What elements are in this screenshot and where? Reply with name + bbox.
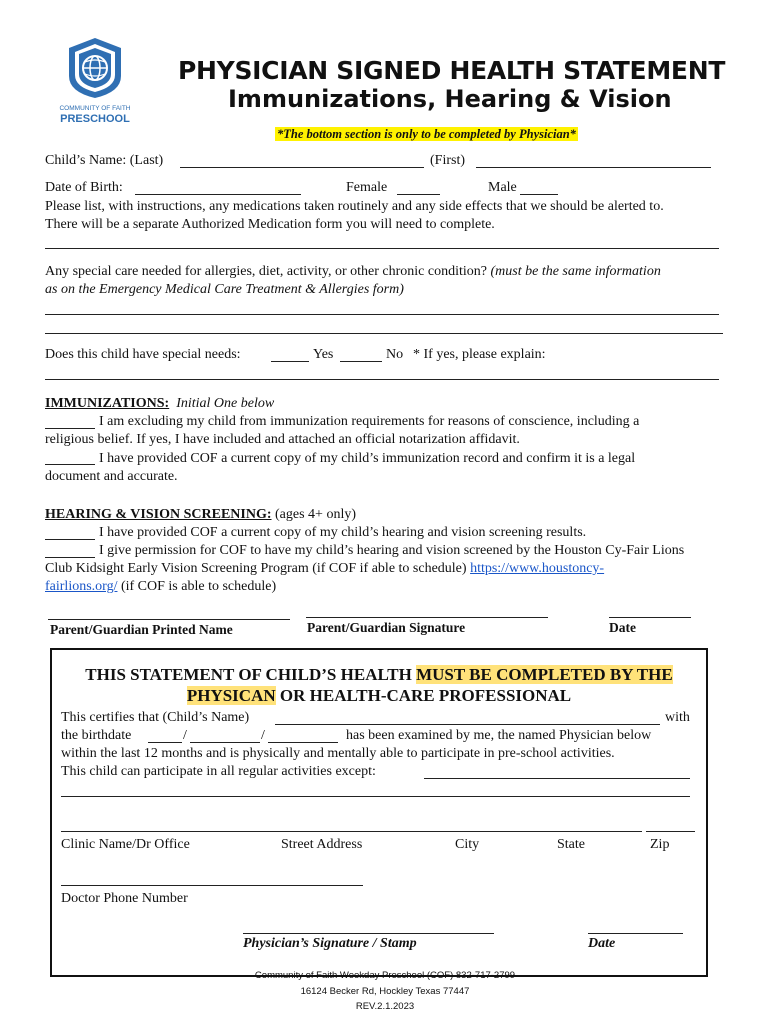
male-field[interactable]	[520, 194, 558, 195]
immunization-record-initial-field[interactable]	[45, 464, 95, 465]
within-text: within the last 12 months and is physically and mentally able to participate in pre-school activities.	[61, 746, 615, 761]
street-label: Street Address	[281, 837, 363, 852]
certified-child-name-field[interactable]	[275, 724, 660, 725]
immunizations-heading	[45, 395, 274, 413]
physician-section-heading	[52, 664, 706, 686]
physician-section-heading-2	[52, 685, 706, 707]
screening-permission-initial-field[interactable]	[45, 557, 95, 558]
child-last-name-label: Child’s Name: (Last)	[45, 153, 164, 168]
special-care-field-2[interactable]	[45, 333, 723, 334]
screening-results-text: I have provided COF a current copy of my child’s hearing and vision screening results.	[99, 525, 587, 540]
except-field-2[interactable]	[61, 796, 690, 797]
physician-heading-highlight-2: PHYSICAN	[186, 686, 276, 705]
special-needs-explain-label: * If yes, please explain:	[413, 347, 546, 362]
birthdate-day-field[interactable]	[190, 742, 260, 743]
doctor-phone-label: Doctor Phone Number	[61, 891, 188, 906]
physician-note-text: *The bottom section is only to be completed by Physician*	[277, 127, 576, 141]
special-needs-yes-label: Yes	[313, 347, 334, 362]
shield-globe-icon	[63, 36, 127, 100]
physician-heading-pre: THIS STATEMENT OF CHILD’S HEALTH	[85, 665, 412, 684]
child-first-name-label: (First)	[430, 153, 465, 168]
doctor-phone-field[interactable]	[61, 885, 363, 886]
screening-permission-text-2	[45, 560, 604, 578]
clinic-label: Clinic Name/Dr Office	[61, 837, 190, 852]
male-label: Male	[488, 180, 517, 195]
screening-results-initial-field[interactable]	[45, 539, 95, 540]
immunizations-heading-text: IMMUNIZATIONS:	[45, 396, 170, 411]
birthdate-separator-2: /	[261, 728, 265, 743]
birthdate-label: the birthdate	[61, 728, 132, 743]
physician-heading-highlight-1: MUST BE COMPLETED BY THE	[416, 665, 673, 684]
female-label: Female	[346, 180, 388, 195]
except-label: This child can participate in all regular activities except:	[61, 764, 376, 779]
birthdate-month-field[interactable]	[148, 742, 182, 743]
medications-instructions: Please list, with instructions, any medications taken routinely and any side effects that we should be alerted to.	[45, 199, 664, 214]
physician-note	[275, 123, 578, 142]
child-last-name-field[interactable]	[180, 167, 424, 168]
footer-address: 16124 Becker Rd, Hockley Texas 77447	[300, 986, 470, 997]
dob-label: Date of Birth:	[45, 180, 123, 195]
physician-signature-label: Physician’s Signature / Stamp	[243, 936, 417, 951]
screening-program-text: Club Kidsight Early Vision Screening Program (if COF if able to schedule)	[45, 561, 467, 576]
parent-date-field[interactable]	[609, 617, 691, 618]
immunization-exclude-text: I am excluding my child from immunization requirements for reasons of conscience, including a	[99, 414, 640, 429]
lions-club-link-2[interactable]: fairlions.org/	[45, 579, 118, 594]
special-needs-label: Does this child have special needs:	[45, 347, 241, 362]
immunizations-instruction: Initial One below	[176, 396, 275, 411]
with-label: with	[665, 710, 690, 725]
logo-name-text: PRESCHOOL	[60, 113, 130, 125]
clinic-address-field[interactable]	[61, 831, 642, 832]
special-needs-no-field[interactable]	[340, 361, 382, 362]
except-field[interactable]	[424, 778, 690, 779]
immunization-exclude-initial-field[interactable]	[45, 428, 95, 429]
special-care-question-text: Any special care needed for allergies, diet, activity, or other chronic condition?	[45, 264, 487, 279]
document-title: PHYSICIAN SIGNED HEALTH STATEMENT	[178, 56, 726, 85]
physician-heading-post: OR HEALTH-CARE PROFESSIONAL	[279, 686, 572, 705]
examined-text: has been examined by me, the named Physician below	[346, 728, 652, 743]
city-label: City	[455, 837, 480, 852]
physician-date-field[interactable]	[588, 933, 683, 934]
physician-signature-field[interactable]	[243, 933, 494, 934]
female-field[interactable]	[397, 194, 440, 195]
screening-heading-text: HEARING & VISION SCREENING:	[45, 507, 272, 522]
screening-permission-text: I give permission for COF to have my child’s hearing and vision screened by the Houston Cy-Fair Lions	[99, 543, 685, 558]
special-care-italic-note: (must be the same information	[490, 264, 661, 279]
screening-heading	[45, 506, 356, 524]
special-needs-yes-field[interactable]	[271, 361, 309, 362]
immunization-exclude-text-2: religious belief. If yes, I have included and attached an official notarization affidavit.	[45, 432, 520, 447]
medications-note: There will be a separate Authorized Medication form you will need to complete.	[45, 217, 495, 232]
immunization-record-text: I have provided COF a current copy of my child’s immunization record and confirm it is a legal	[99, 451, 636, 466]
footer-contact: Community of Faith Weekday Preschool (COF) 832-717-2799	[254, 970, 516, 981]
state-label: State	[557, 837, 585, 852]
parent-printed-name-field[interactable]	[48, 619, 290, 620]
screening-permission-text-3	[45, 578, 276, 596]
birthdate-separator-1: /	[183, 728, 187, 743]
special-care-question	[45, 263, 661, 281]
footer-revision: REV.2.1.2023	[355, 1001, 415, 1012]
screening-age-note: (ages 4+ only)	[275, 507, 357, 522]
special-needs-no-label: No	[386, 347, 404, 362]
zip-label: Zip	[650, 837, 670, 852]
zip-field[interactable]	[646, 831, 695, 832]
parent-printed-name-label: Parent/Guardian Printed Name	[50, 622, 233, 637]
certifies-label: This certifies that (Child’s Name)	[61, 710, 250, 725]
lions-club-link[interactable]: https://www.houstoncy-	[470, 561, 605, 576]
special-care-field-1[interactable]	[45, 314, 719, 315]
screening-schedule-note: (if COF is able to schedule)	[120, 579, 277, 594]
parent-signature-field[interactable]	[306, 617, 548, 618]
special-care-italic-note-2: as on the Emergency Medical Care Treatment & Allergies form)	[45, 282, 404, 297]
parent-date-label: Date	[609, 620, 636, 635]
physician-date-label: Date	[588, 936, 616, 951]
birthdate-year-field[interactable]	[268, 742, 338, 743]
preschool-logo	[63, 36, 127, 100]
dob-field[interactable]	[135, 194, 301, 195]
logo-org-text: COMMUNITY OF FAITH	[59, 105, 131, 112]
medications-field[interactable]	[45, 248, 719, 249]
child-first-name-field[interactable]	[476, 167, 711, 168]
parent-signature-label: Parent/Guardian Signature	[307, 620, 466, 635]
special-needs-explain-field[interactable]	[45, 379, 719, 380]
document-subtitle: Immunizations, Hearing & Vision	[228, 85, 672, 113]
immunization-record-text-2: document and accurate.	[45, 469, 178, 484]
